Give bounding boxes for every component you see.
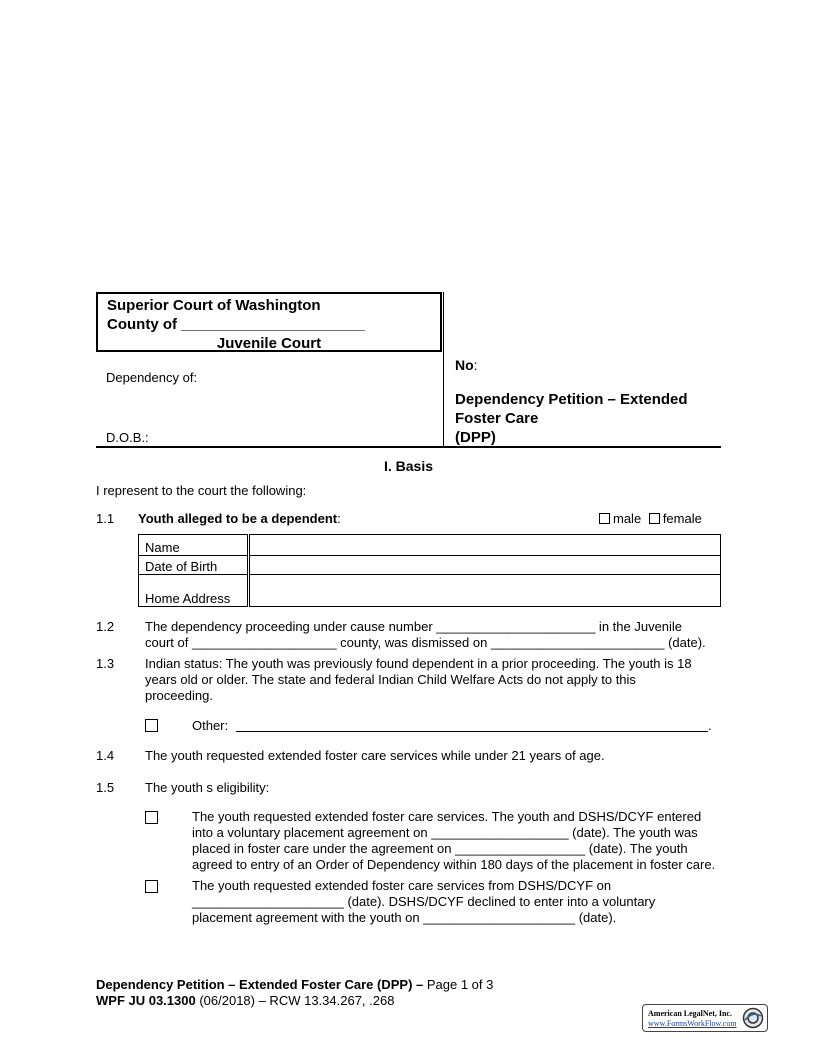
intro-text: I represent to the court the following: — [96, 483, 307, 498]
document-title — [455, 390, 688, 447]
dismissal-paragraph: The dependency proceeding under cause number ______________________ in the Juvenile court of ____________________ county, was dismissed on ________________________ (date). — [145, 619, 706, 650]
indian-status-paragraph: Indian status: The youth was previously found dependent in a prior proceeding. The youth is 18 years old or older. The state and federal Indian Child Welfare Acts do not apply to this proceeding. — [145, 656, 692, 703]
table-row — [139, 575, 721, 607]
globe-icon — [742, 1007, 764, 1029]
male-checkbox[interactable] — [599, 513, 610, 524]
footer-title-line: Dependency Petition – Extended Foster Care (DPP) – Page 1 of 3 — [96, 977, 494, 992]
option2-text: The youth requested extended foster care services from DSHS/DCYF on _____________________ (date). DSHS/DCYF declined to enter into a voluntary placement agreement with the youth on _____________________ (date). — [192, 878, 656, 925]
logo-url[interactable]: www.FormsWorkFlow.com — [648, 1019, 737, 1028]
document-title-line: Foster Care — [455, 410, 539, 427]
female-label: female — [662, 511, 702, 526]
eligibility-option-2 — [145, 880, 161, 895]
dependency-of-label: Dependency of: — [106, 370, 198, 385]
page-number: Page 1 of 3 — [423, 977, 494, 992]
option1-text: The youth requested extended foster care services. The youth and DSHS/DCYF entered into a voluntary placement agreement on ___________________ (date). The youth was placed in foster care under the agreement on __________________ (date). The youth agreed to entry of an Order of Dependency within 180 days of the placement in foster care. — [192, 809, 716, 872]
youth-heading: Youth alleged to be a dependent: — [138, 511, 341, 526]
publisher-logo[interactable] — [642, 1004, 768, 1032]
juvenile-court: Juvenile Court — [216, 335, 322, 352]
table-row — [139, 535, 721, 556]
logo-company: American LegalNet, Inc. — [648, 1009, 732, 1018]
eligibility-option-1 — [145, 811, 161, 826]
eligibility-text: The youth s eligibility: — [145, 780, 270, 795]
footer — [96, 977, 493, 1009]
other-row — [145, 719, 161, 734]
item-number: 1.1 — [96, 511, 115, 526]
item-number: 1.2 — [96, 619, 115, 634]
dob-label: D.O.B.: — [106, 430, 149, 445]
case-number: No: — [455, 357, 478, 373]
caption-box — [96, 292, 442, 352]
other-period: . — [708, 718, 712, 733]
court-name: Superior Court of Washington — [107, 297, 321, 314]
home-address-label: Home Address — [139, 575, 249, 607]
caption-divider — [443, 292, 444, 447]
dob-field[interactable] — [249, 556, 721, 575]
other-checkbox[interactable] — [145, 719, 158, 732]
home-address-field[interactable] — [249, 575, 721, 607]
county-line: County of ______________________ — [107, 316, 365, 333]
request-text: The youth requested extended foster care services while under 21 years of age. — [145, 748, 605, 763]
table-row — [139, 556, 721, 575]
document-title-line: (DPP) — [455, 429, 496, 446]
name-label: Name — [139, 535, 249, 556]
document-title-line: Dependency Petition – Extended — [455, 391, 688, 408]
item-number: 1.4 — [96, 748, 115, 763]
female-checkbox[interactable] — [649, 513, 660, 524]
option2-checkbox[interactable] — [145, 880, 158, 893]
footer-form-line: WPF JU 03.1300 (06/2018) – RCW 13.34.267, .268 — [96, 993, 395, 1008]
case-number-label: No — [455, 357, 474, 373]
male-label: male — [613, 511, 642, 526]
name-field[interactable] — [249, 535, 721, 556]
item-number: 1.3 — [96, 656, 115, 671]
other-fill-line[interactable] — [236, 719, 708, 732]
youth-info-table — [138, 534, 721, 607]
option1-checkbox[interactable] — [145, 811, 158, 824]
gender-options — [599, 511, 702, 526]
item-number: 1.5 — [96, 780, 115, 795]
other-label: Other: — [192, 718, 229, 733]
section-heading: I. Basis — [383, 458, 434, 474]
dob-row-label: Date of Birth — [139, 556, 249, 575]
